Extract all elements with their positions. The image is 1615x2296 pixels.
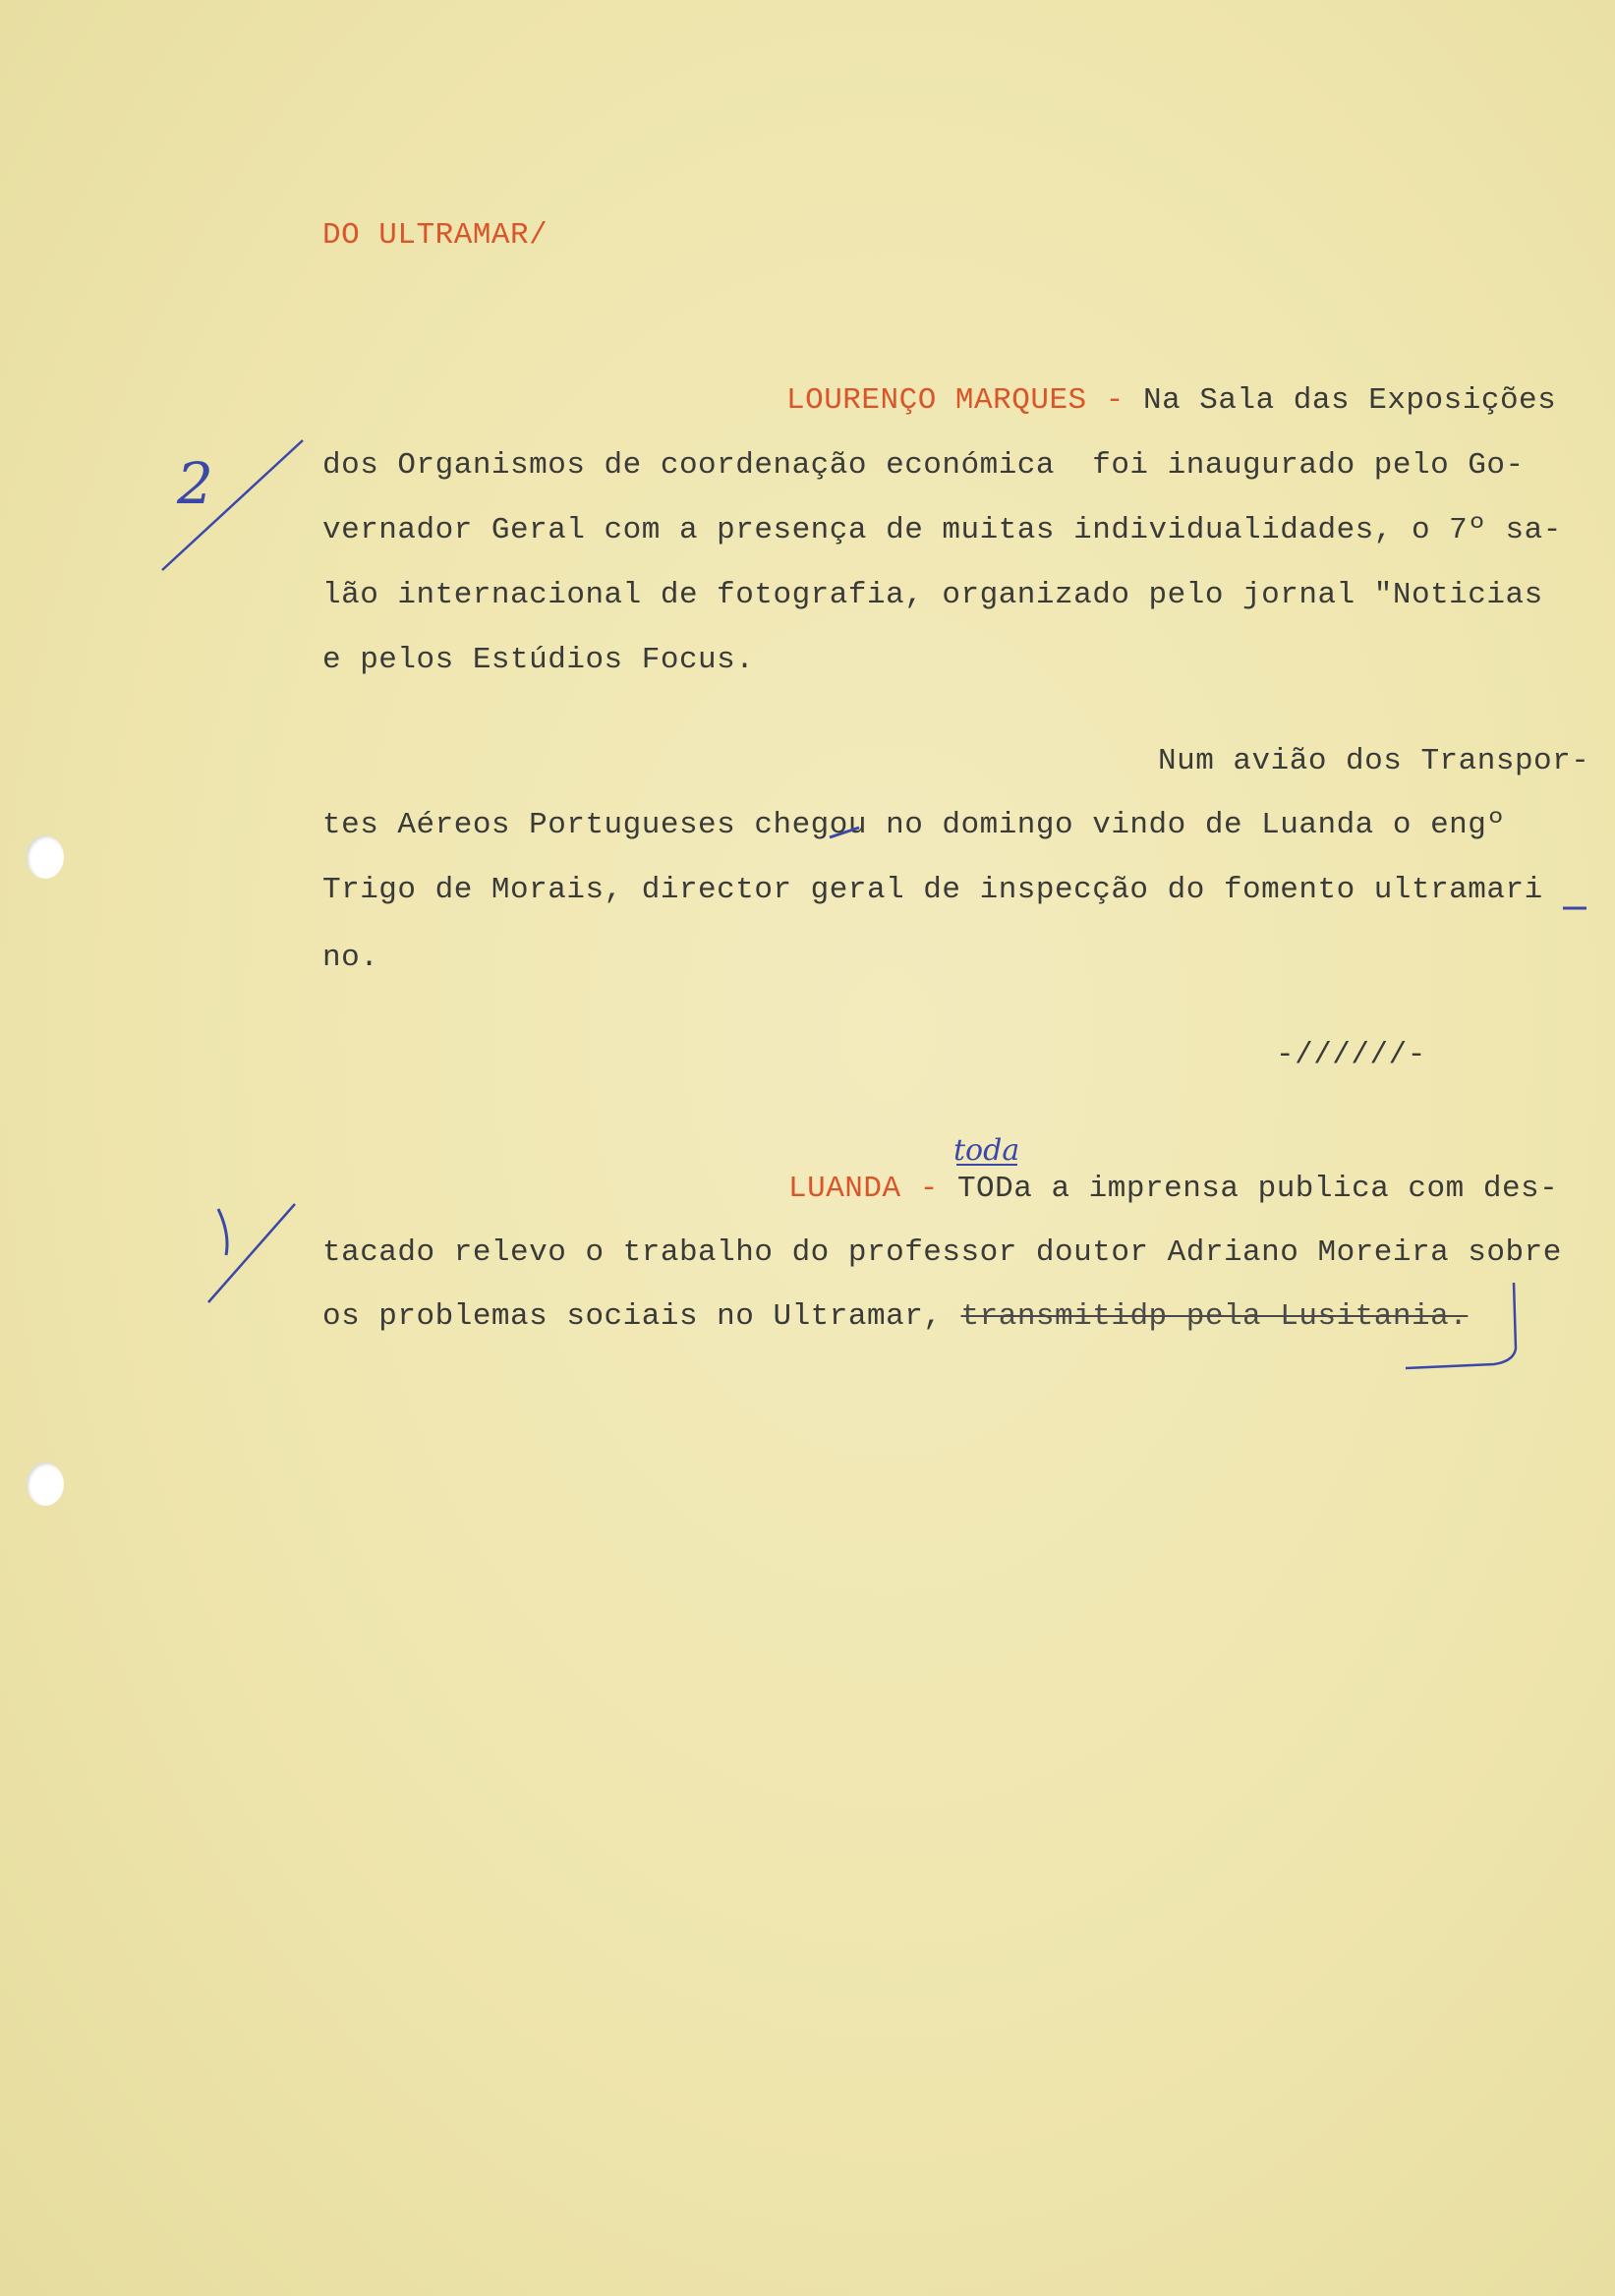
item3-location: LUANDA	[788, 1172, 901, 1206]
margin-mark-1	[157, 1148, 315, 1312]
item3-dash: -	[919, 1172, 939, 1206]
item1-line-1: dos Organismos de coordenação económica foi inaugurado pelo Go-	[322, 448, 1525, 483]
item3-line-2: tacado relevo o trabalho do professor doutor Adriano Moreira sobre	[322, 1235, 1562, 1270]
item1-line-3: lão internacional de fotografia, organizado pelo jornal "Noticias	[322, 578, 1543, 612]
margin-mark-2	[147, 432, 315, 580]
item3-line3-plain: os problemas sociais no Ultramar,	[322, 1299, 943, 1334]
item1-location: LOURENÇO MARQUES	[786, 383, 1087, 418]
item2-line-2: Trigo de Morais, director geral de inspecção do fomento ultramari	[322, 873, 1543, 907]
punch-hole-bottom	[27, 1463, 64, 1506]
punch-hole-top	[27, 835, 64, 879]
item2-line-0: Num avião dos Transpor-	[1158, 744, 1590, 778]
handwritten-insertion-text: toda	[953, 1133, 1020, 1168]
ink-bracket	[1396, 1278, 1543, 1376]
ink-underline	[1561, 900, 1590, 914]
margin-mark-2-text: 2	[177, 450, 213, 517]
separator: -//////-	[1276, 1038, 1426, 1072]
item1-line-0: Na Sala das Exposições	[1142, 383, 1557, 418]
item2-line-3: no.	[322, 941, 379, 975]
item1-line-2: vernador Geral com a presença de muitas individualidades, o 7º sa-	[322, 513, 1562, 547]
item3-struck-text: transmitidp pela Lusitania.	[960, 1299, 1469, 1334]
item3-first-line	[788, 1170, 1558, 1209]
item1-first-line	[786, 381, 1556, 421]
item3-line-3	[322, 1297, 1468, 1337]
document-header	[322, 216, 548, 256]
item2-line-1: tes Aéreos Portugueses chegou no domingo vindo de Luanda o engº	[322, 808, 1506, 842]
item1-line-4: e pelos Estúdios Focus.	[322, 643, 755, 677]
handwritten-insertion	[949, 1120, 1047, 1179]
ink-correction	[826, 816, 865, 845]
item1-dash: -	[1105, 383, 1125, 418]
margin-mark-1-text: 1	[157, 1148, 164, 1159]
header-text: DO ULTRAMAR/	[322, 218, 548, 253]
item3-first-rest: TODa a imprensa publica com des-	[956, 1172, 1559, 1206]
